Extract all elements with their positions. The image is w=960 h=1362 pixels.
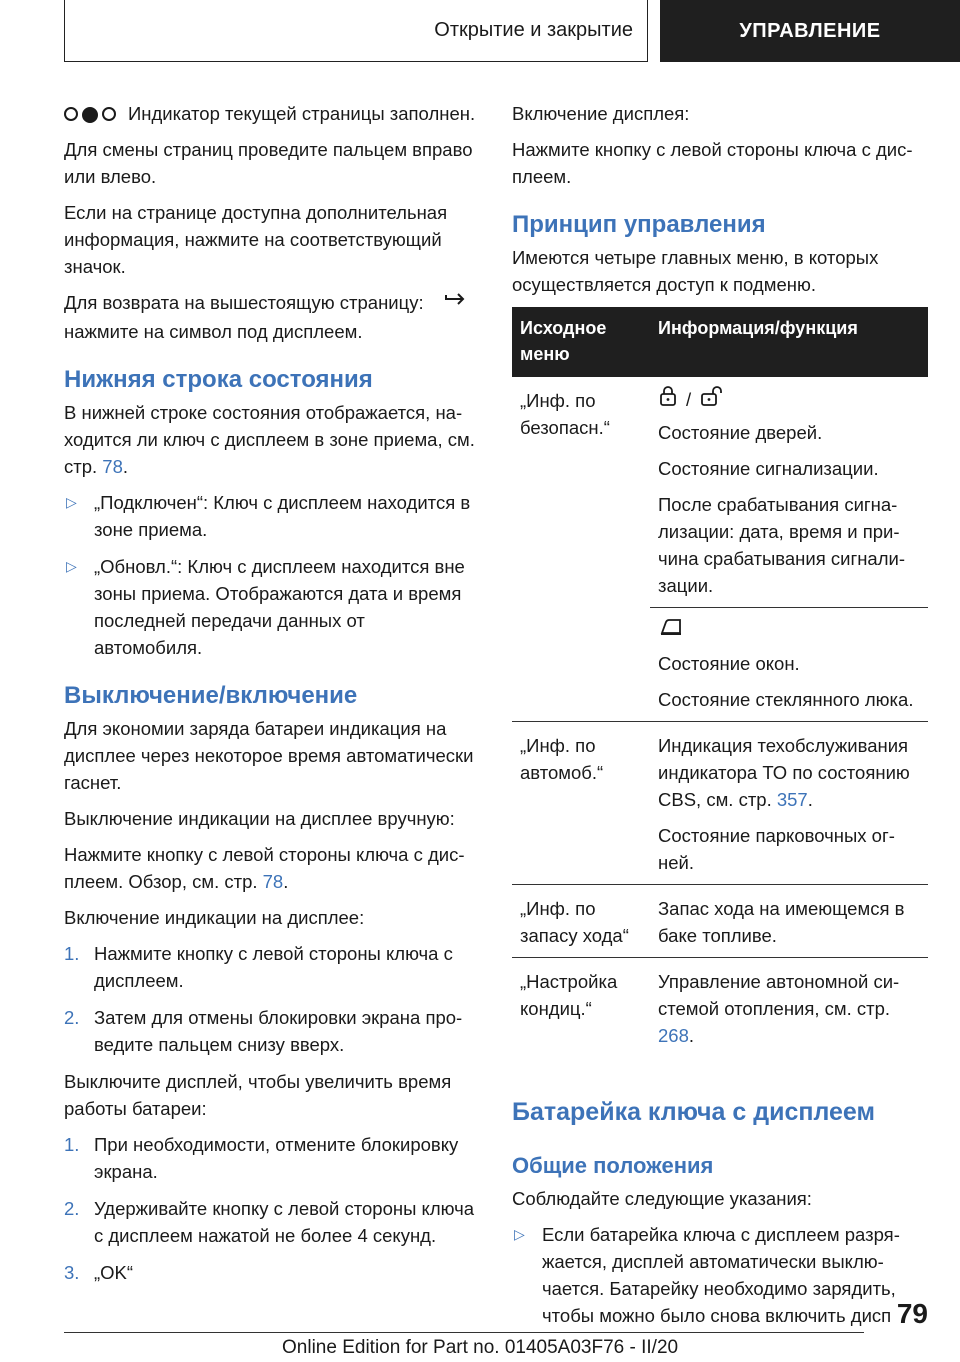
table-row xyxy=(512,958,928,1058)
back-paragraph: Для возврата на вышестоящую страницу: нажмите на символ под дисплеем. xyxy=(64,289,478,345)
table-cell: / Состояние дверей. Состояние сигнализации. После срабатывания сигнализации: дата, время и причина срабатывания сигнализации. xyxy=(650,377,928,608)
display-on-paragraph: Включение дисплея: xyxy=(512,103,690,124)
page-ref-link[interactable]: 268 xyxy=(658,1025,689,1046)
note-paragraph: Соблюдайте следующие указания: xyxy=(512,1188,812,1209)
table-cell: Управление автономной системой отопления, см. стр. 268. xyxy=(658,971,900,1046)
bullet-triangle-icon: ▷ xyxy=(66,557,77,574)
window-icon xyxy=(658,617,684,644)
manual-paragraph: Выключение индикации на дисплее вручную: xyxy=(64,807,455,829)
menus-paragraph: Имеются четыре главных меню, в которых осуществляется доступ к подменю. xyxy=(512,247,879,295)
page-ref-link[interactable]: 78 xyxy=(102,455,123,477)
section-title: Открытие и закрытие xyxy=(434,19,633,41)
page-ref-link[interactable]: 78 xyxy=(262,870,284,892)
battery-heading: Батарейка ключа с дисплеем xyxy=(512,1098,876,1126)
header-section xyxy=(64,0,648,62)
menu-table xyxy=(512,307,928,1057)
page-number: 79 xyxy=(896,1298,928,1329)
header-chapter xyxy=(660,0,960,62)
indicator-paragraph: Индикатор текущей страницы заполнен. xyxy=(64,100,478,127)
list-item: 2. Удерживайте кнопку с левой стороны ключа с дисплеем нажатой не более 4 секунд. xyxy=(64,1197,475,1246)
page-ref-link[interactable]: 357 xyxy=(776,789,808,810)
extend-paragraph: Выключите дисплей, чтобы увеличить время работы батареи: xyxy=(64,1070,452,1119)
bullet-triangle-icon: ▷ xyxy=(66,493,77,510)
swipe-paragraph: Для смены страниц проведите пальцем вправо или влево. xyxy=(64,139,473,187)
table-row xyxy=(512,885,928,958)
list-item: 3. „OK“ xyxy=(64,1261,134,1283)
table-header-info: Информация/функция xyxy=(650,307,928,377)
list-item: 2. Затем для отмены блокировки экрана проведите пальцем снизу вверх. xyxy=(64,1006,463,1055)
table-header-menu: Исходное меню xyxy=(512,307,650,377)
table-row xyxy=(512,722,928,885)
list-item: ▷ „Обновл.“: Ключ с дисплеем находится вне зоны приема. Отображаются дата и время последней передачи данных от автомобиля. xyxy=(64,553,478,661)
lock-open-icon xyxy=(699,385,725,414)
table-cell: Запас хода на имеющемся в баке топливе. xyxy=(650,885,928,958)
table-row xyxy=(512,377,928,608)
table-cell: Индикация техобслуживания индикатора ТО по состоянию CBS, см. стр. 357. Состояние парковочных огней. xyxy=(650,722,928,885)
onoff-heading: Выключение/включение xyxy=(64,681,358,709)
table-cell: „Инф. по безопасн.“ xyxy=(520,390,610,438)
back-arrow-icon xyxy=(443,291,467,318)
list-item: ▷ „Подключен“: Ключ с дисплеем находится в зоне приема. xyxy=(64,489,478,543)
info-paragraph: Если на странице доступна дополнительная информация, нажмите на соответствующий значок. xyxy=(64,202,448,277)
table-cell: „Инф. по автомоб.“ xyxy=(512,722,650,885)
left-column xyxy=(64,100,478,1296)
table-cell xyxy=(512,608,650,722)
display-press-paragraph: Нажмите кнопку с левой стороны ключа с дисплеем. xyxy=(512,139,913,187)
table-row xyxy=(512,608,928,722)
edition-footer: Online Edition for Part no. 01405A03F76 - II/20 xyxy=(282,1337,679,1358)
general-heading: Общие положения xyxy=(512,1153,714,1178)
right-column xyxy=(512,100,928,1339)
status-paragraph: В нижней строке состояния отображается, находится ли ключ с дисплеем в зоне приема, см. стр. 78. xyxy=(64,401,475,477)
lock-closed-icon xyxy=(658,385,678,414)
turn-on-paragraph: Включение индикации на дисплее: xyxy=(64,906,365,928)
table-cell: „Настройка кондиц.“ xyxy=(520,971,618,1019)
list-item: 1. При необходимости, отмените блокировку экрана. xyxy=(64,1133,459,1182)
save-paragraph: Для экономии заряда батареи индикация на дисплее через некоторое время автоматически гаснет. xyxy=(64,717,474,793)
principle-heading: Принцип управления xyxy=(512,211,766,238)
status-heading: Нижняя строка состояния xyxy=(64,365,373,393)
chapter-title: УПРАВЛЕНИЕ xyxy=(739,19,881,42)
list-item: 1. Нажмите кнопку с левой стороны ключа с дисплеем. xyxy=(64,942,453,991)
press-paragraph: Нажмите кнопку с левой стороны ключа с дисплеем. Обзор, см. стр. 78. xyxy=(64,843,465,892)
table-cell: Состояние окон. Состояние стеклянного люка. xyxy=(650,608,928,722)
list-item: ▷ Если батарейка ключа с дисплеем разряжается, дисплей автоматически выключается. Батарейку необходимо зарядить, чтобы можно было снова включить дисп xyxy=(512,1221,928,1329)
footer-divider xyxy=(64,1332,864,1333)
table-cell: „Инф. по запасу хода“ xyxy=(512,885,650,958)
page-indicator-icon xyxy=(64,107,116,123)
bullet-triangle-icon: ▷ xyxy=(514,1226,525,1242)
